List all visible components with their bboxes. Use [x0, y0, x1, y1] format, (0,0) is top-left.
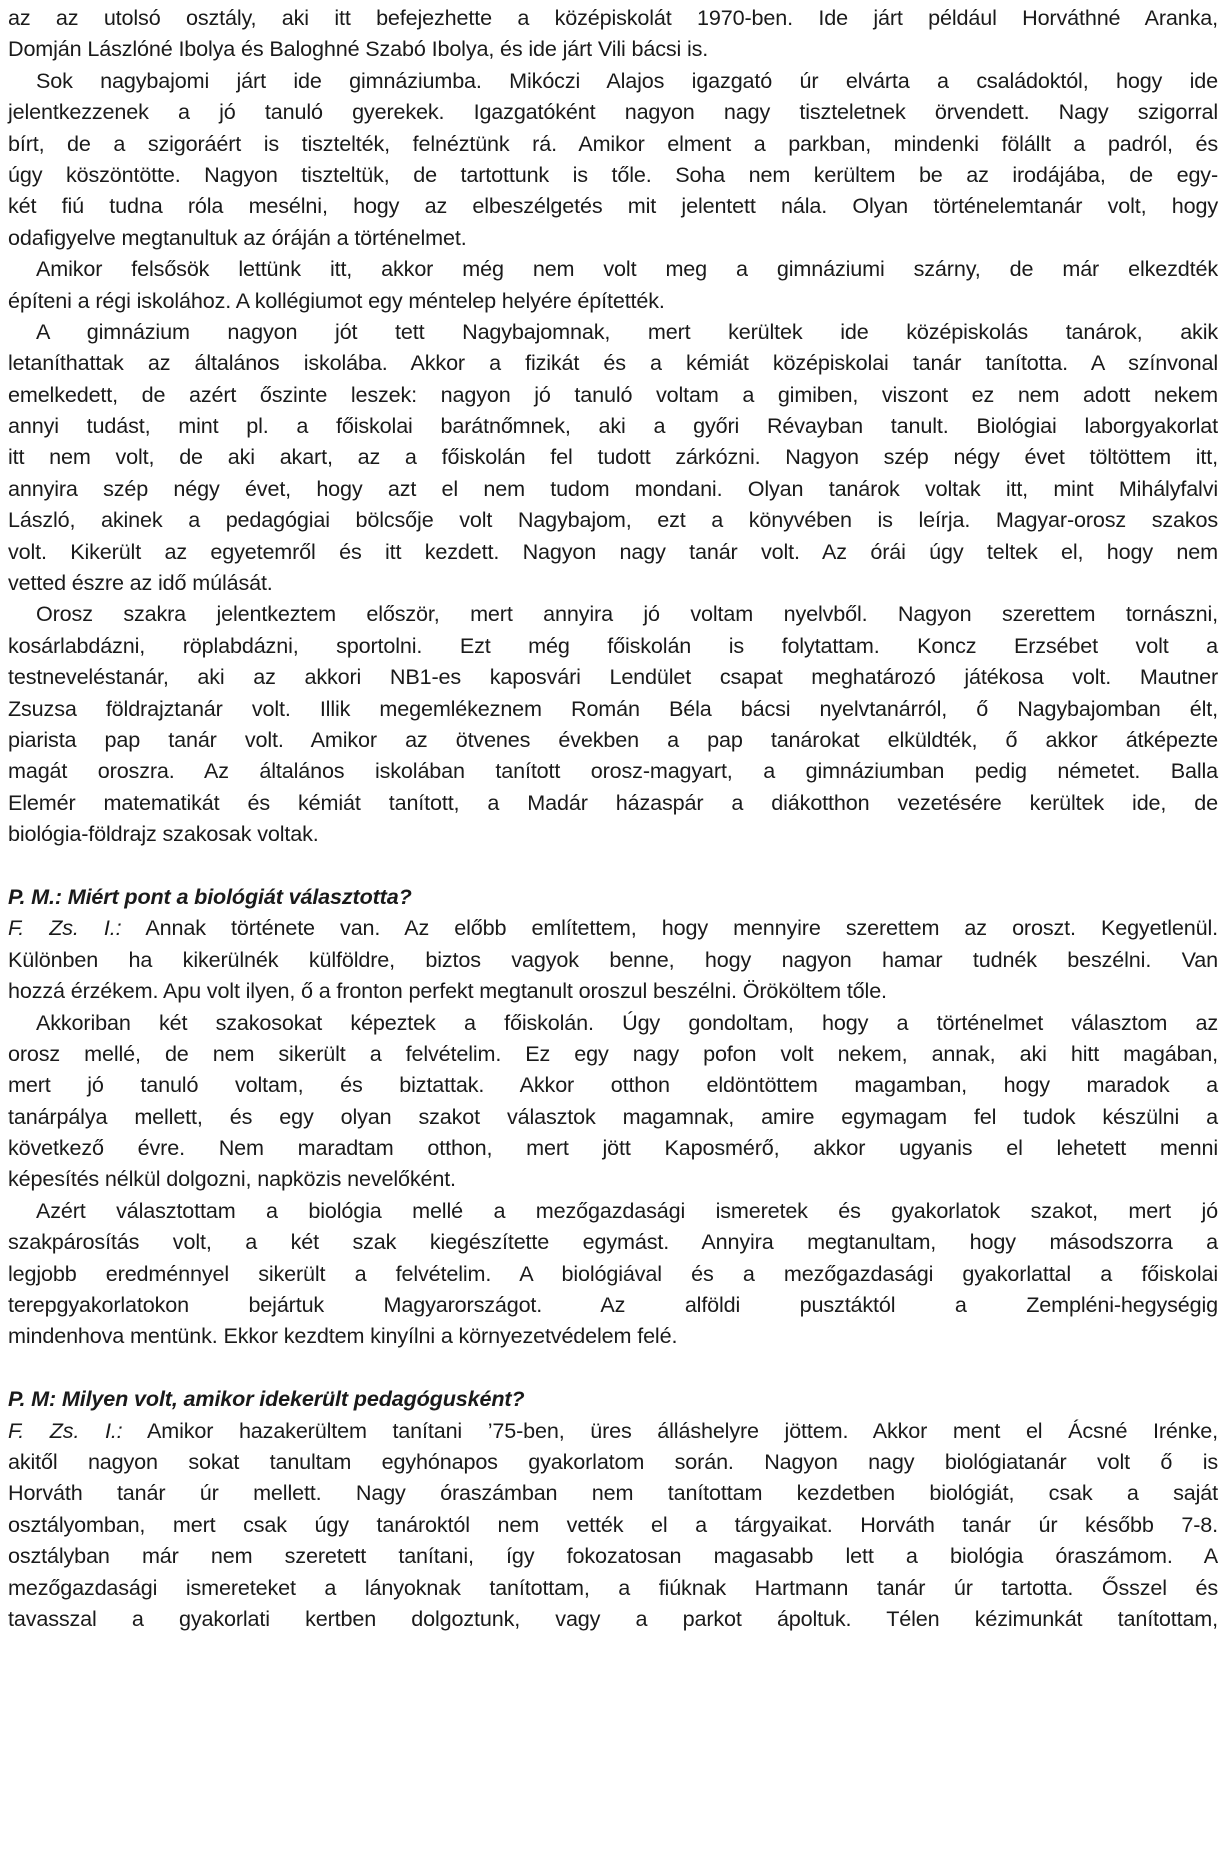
text-line: A gimnázium nagyon jót tett Nagybajomnak, mert kerültek ide középiskolás tanárok, akik [36, 318, 1218, 344]
text-line [8, 1415, 1218, 1446]
text-line: kosárlabdázni, röplabdázni, sportolni. Ezt még főiskolán is folytattam. Koncz Erzsébet volt a [8, 632, 1218, 658]
paragraph [8, 1195, 1218, 1352]
text-line: orosz mellé, de nem sikerült a felvételim. Ez egy nagy pofon volt nekem, annak, aki hitt magában, [8, 1040, 1218, 1066]
interview-question: P. M.: Miért pont a biológiát választotta? [8, 883, 412, 909]
text-line: testneveléstanár, aki az akkori NB1-es kaposvári Lendület csapat meghatározó játékosa volt. Mautner [8, 664, 1218, 690]
text-line: képesítés nélkül dolgozni, napközis nevelőként. [8, 1166, 456, 1192]
speaker-label: F. Zs. I.: [8, 1417, 123, 1443]
text-line: annyi tudást, mint pl. a főiskolai barátnőmnek, aki a győri Révayban tanult. Biológiai laborgyakorlat [8, 413, 1218, 439]
text-line: hozzá érzékem. Apu volt ilyen, ő a fronton perfekt megtanult oroszul beszélni. Örököltem tőle. [8, 978, 887, 1004]
paragraph [8, 253, 1218, 316]
text-line: két fiú tudna róla mesélni, hogy az elbeszélgetés mit jelentett nála. Olyan történelemtanár volt, hogy [8, 193, 1218, 219]
interview-question: P. M: Milyen volt, amikor idekerült pedagógusként? [8, 1386, 525, 1412]
text-line: jelentkezzenek a jó tanuló gyerekek. Igazgatóként nagyon nagy tiszteletnek örvendett. Nagy szigorral [8, 99, 1218, 125]
text-line: Domján Lászlóné Ibolya és Baloghné Szabó Ibolya, és ide járt Vili bácsi is. [8, 36, 709, 62]
paragraph [8, 65, 1218, 253]
text-line: szakpárosítás volt, a két szak kiegészítette egymást. Annyira megtanultam, hogy másodszorra a [8, 1229, 1218, 1255]
text-line: Akkoriban két szakosokat képeztek a főiskolán. Úgy gondoltam, hogy a történelmet választom az [36, 1009, 1218, 1035]
text-line: tanárpálya mellett, és egy olyan szakot választok magamnak, amire egymagam fel tudok készülni a [8, 1103, 1218, 1129]
text-line: bírt, de a szigoráért is tisztelték, felnéztünk rá. Amikor elment a parkban, mindenki fölállt a padról, és [8, 130, 1218, 156]
text-line: odafigyelve megtanultuk az óráján a történelmet. [8, 224, 467, 250]
text-line: Amikor felsősök lettünk itt, akkor még nem volt meg a gimnáziumi szárny, de már elkezdték [36, 256, 1218, 282]
paragraph [8, 316, 1218, 599]
text-line [8, 912, 1218, 943]
text-line: Különben ha kikerülnék külföldre, biztos vagyok benne, hogy nagyon hamar tudnék beszélni. Van [8, 946, 1218, 972]
text-line: biológia-földrajz szakosak voltak. [8, 821, 319, 847]
text-line: itt nem volt, de aki akart, az a főiskolán fel tudott zárkózni. Nagyon szép négy évet töltöttem itt, [8, 444, 1218, 470]
text-line: Sok nagybajomi járt ide gimnáziumba. Mikóczi Alajos igazgató úr elvárta a családoktól, hogy ide [36, 67, 1218, 93]
text-line: építeni a régi iskolához. A kollégiumot egy méntelep helyére építették. [8, 287, 665, 313]
text-line: legjobb eredménnyel sikerült a felvételim. A biológiával és a mezőgazdasági gyakorlattal a főiskolai [8, 1260, 1218, 1286]
text-line: letaníthattak az általános iskolába. Akkor a fizikát és a kémiát középiskolai tanár tanította. A színvonal [8, 350, 1218, 376]
text-line: Azért választottam a biológia mellé a mezőgazdasági ismeretek és gyakorlatok szakot, mert jó [36, 1197, 1218, 1223]
paragraph [8, 2, 1218, 65]
text-line: az az utolsó osztály, aki itt befejezhette a középiskolát 1970-ben. Ide járt például Horváthné Aranka, [8, 5, 1218, 30]
text-line: Horváth tanár úr mellett. Nagy óraszámban nem tanítottam kezdetben biológiát, csak a saját [8, 1480, 1218, 1506]
text-line: annyira szép négy évet, hogy azt el nem tudom mondani. Olyan tanárok voltak itt, mint Mihályfalvi [8, 475, 1218, 501]
paragraph [8, 1007, 1218, 1195]
text-line: osztályomban, mert csak úgy tanároktól nem vették el a tárgyaikat. Horváth tanár úr később 7-8. [8, 1511, 1218, 1537]
paragraph [8, 598, 1218, 849]
text-line: László, akinek a pedagógiai bölcsője volt Nagybajom, ezt a könyvében is leírja. Magyar-orosz szakos [8, 507, 1218, 533]
speaker-label: F. Zs. I.: [8, 915, 122, 941]
text-line: mezőgazdasági ismereteket a lányoknak tanítottam, a fiúknak Hartmann tanár úr tartotta. Ősszel és [8, 1574, 1218, 1600]
text-line: volt. Kikerült az egyetemről és itt kezdett. Nagyon nagy tanár volt. Az órái úgy teltek el, hogy nem [8, 538, 1218, 564]
text-line: mert jó tanuló voltam, és biztattak. Akkor otthon eldöntöttem magamban, hogy maradok a [8, 1072, 1218, 1098]
text-line: úgy köszöntötte. Nagyon tiszteltük, de tartottunk is tőle. Soha nem kerültem be az irodájába, de egy- [8, 161, 1218, 187]
answer-text: Annak története van. Az előbb említettem, hogy mennyire szerettem az oroszt. Kegyetlenül. [121, 915, 1219, 941]
text-line: Zsuzsa földrajztanár volt. Illik megemlékeznem Román Béla bácsi nyelvtanárról, ő Nagybajomban élt, [8, 695, 1218, 721]
interview-answer [8, 1415, 1218, 1635]
text-line: Elemér matematikát és kémiát tanított, a Madár házaspár a diákotthon vezetésére kerültek ide, de [8, 789, 1218, 815]
blank-line [8, 850, 1218, 881]
text-line: osztályban már nem szeretett tanítani, így fokozatosan magasabb lett a biológia óraszámom. A [8, 1543, 1218, 1569]
text-line: akitől nagyon sokat tanultam egyhónapos gyakorlatom során. Nagyon nagy biológiatanár volt ő is [8, 1448, 1218, 1474]
text-line: magát oroszra. Az általános iskolában tanított orosz-magyart, a gimnáziumban pedig németet. Balla [8, 758, 1218, 784]
text-line: Orosz szakra jelentkeztem először, mert annyira jó voltam nyelvből. Nagyon szerettem tornászni, [36, 601, 1218, 627]
text-line: mindenhova mentünk. Ekkor kezdtem kinyílni a környezetvédelem felé. [8, 1323, 678, 1349]
text-line: emelkedett, de azért őszinte leszek: nagyon jó tanuló voltam a gimiben, viszont ez nem adott nekem [8, 381, 1218, 407]
text-line: piarista pap tanár volt. Amikor az ötvenes években a pap tanárokat elküldték, ő akkor átképezte [8, 726, 1218, 752]
blank-line [8, 1352, 1218, 1383]
text-line: következő évre. Nem maradtam otthon, mert jött Kaposmérő, akkor ugyanis el lehetett menni [8, 1135, 1218, 1161]
text-line: vetted észre az idő múlását. [8, 570, 273, 596]
text-line: tavasszal a gyakorlati kertben dolgoztunk, vagy a parkot ápoltuk. Télen kézimunkát tanítottam, [8, 1605, 1218, 1631]
interview-answer [8, 912, 1218, 1006]
answer-text: Amikor hazakerültem tanítani ’75-ben, üres álláshelyre jöttem. Akkor ment el Ácsné Irénke, [122, 1417, 1219, 1443]
text-line: terepgyakorlatokon bejártuk Magyarországot. Az alföldi pusztáktól a Zempléni-hegységig [8, 1292, 1218, 1318]
